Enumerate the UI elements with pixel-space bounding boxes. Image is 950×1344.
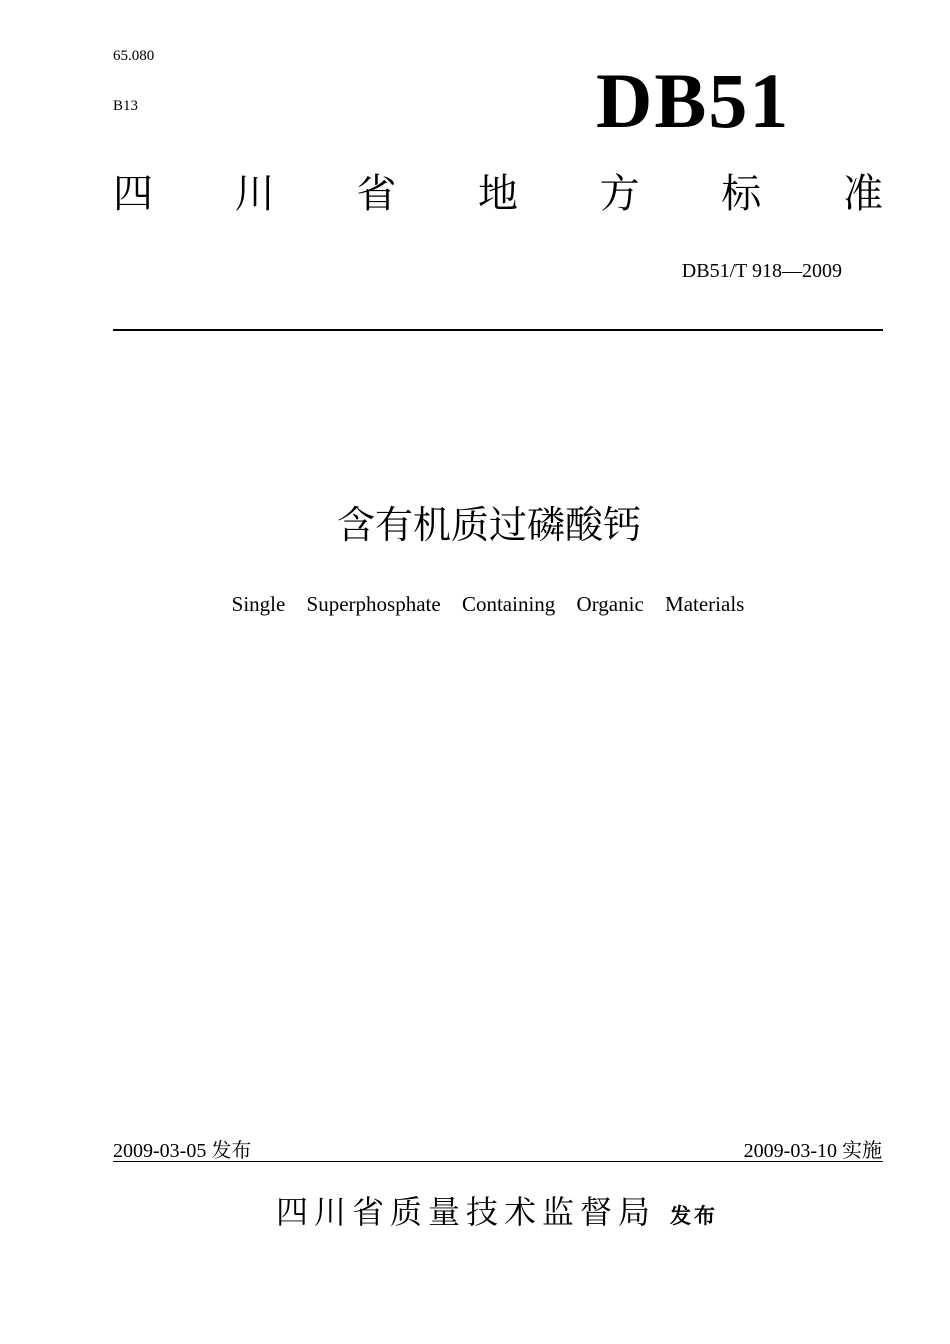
implementation-date-line [744,1134,882,1163]
standard-type-char: 标 [721,171,762,217]
implementation-label: 实施 [842,1138,882,1162]
db-mark: DB51 [596,57,791,144]
document-title-english: Single Superphosphate Containing Organic Materials [231,592,745,616]
standard-type-char: 方 [599,171,640,217]
footer-divider [113,1161,883,1162]
issue-label: 发布 [211,1138,252,1162]
standard-type-char: 准 [842,171,883,217]
issuer-line [0,1193,950,1231]
standard-type-char: 地 [477,171,518,217]
standard-type-char: 川 [234,171,275,217]
document-title-chinese: 含有机质过磷酸钙 [336,503,641,547]
standard-type-char: 省 [356,171,397,217]
issuer-suffix: 发布 [670,1204,718,1228]
ccs-code: B13 [113,98,139,114]
issuer-name: 四川省质量技术监督局 [275,1193,656,1231]
issue-date-line [113,1134,251,1163]
implementation-date: 2009-03-10 [743,1140,837,1162]
ics-code: 65.080 [113,48,155,64]
standard-type-heading [113,171,883,217]
issue-date: 2009-03-05 [113,1140,207,1162]
header-divider [113,329,883,331]
standard-type-char: 四 [113,171,153,217]
standard-number: DB51/T 918—2009 [681,260,842,282]
